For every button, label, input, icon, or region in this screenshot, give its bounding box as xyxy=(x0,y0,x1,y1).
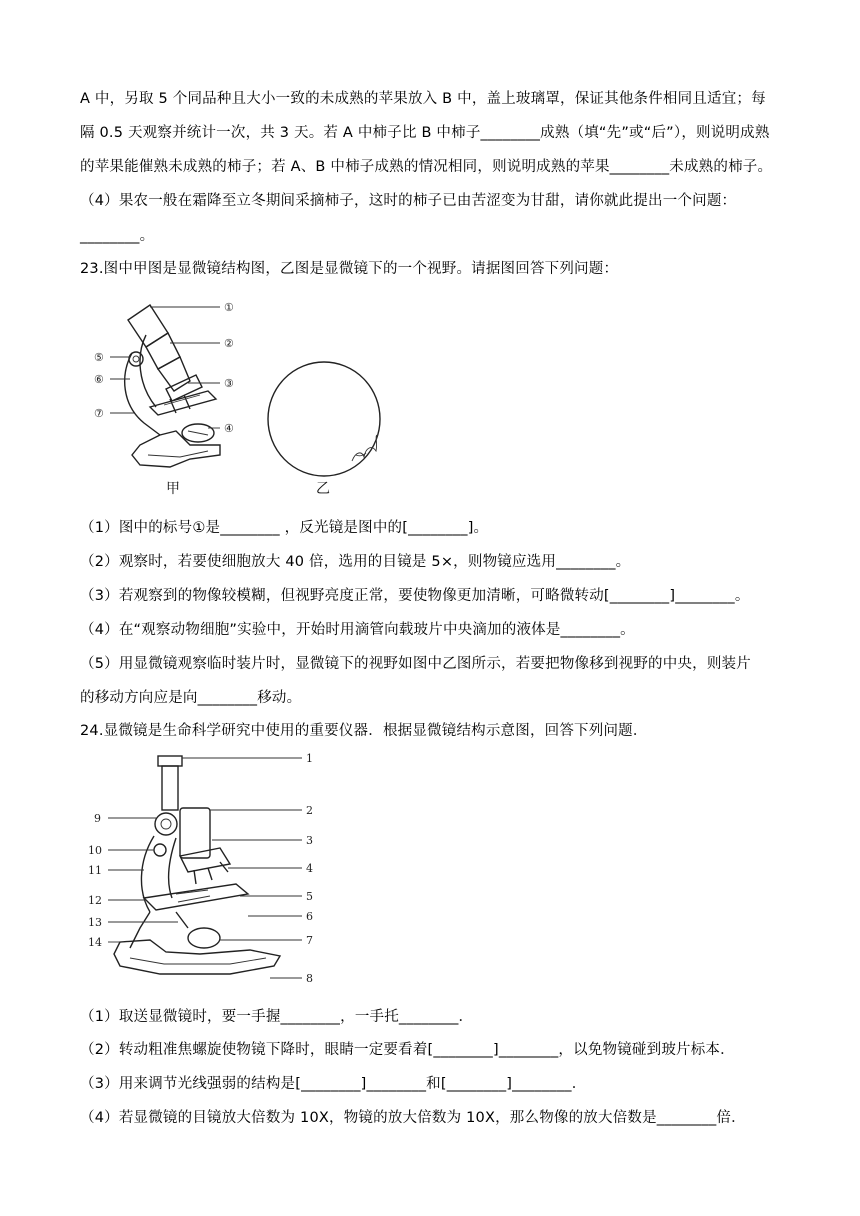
label-9: 9 xyxy=(94,812,101,825)
label-6: ⑥ xyxy=(94,373,104,386)
text-line: A 中，另取 5 个同品种且大小一致的未成熟的苹果放入 B 中，盖上玻璃罩，保证其他条件相同且适宜；每 xyxy=(80,91,766,107)
question-23-heading: 23.图中甲图是显微镜结构图，乙图是显微镜下的一个视野。请据图回答下列问题： xyxy=(80,261,619,277)
answer-blank: ________。 xyxy=(80,228,155,244)
label-2: 2 xyxy=(306,804,313,817)
question-24-3: （3）用来调节光线强弱的结构是[________]________和[________]________． xyxy=(80,1076,587,1092)
label-4: ④ xyxy=(224,422,234,435)
label-13: 13 xyxy=(88,916,102,929)
caption-yi: 乙 xyxy=(316,481,330,497)
label-7: ⑦ xyxy=(94,407,104,420)
label-12: 12 xyxy=(88,894,102,907)
label-5: 5 xyxy=(306,890,313,903)
label-4: 4 xyxy=(306,862,313,875)
label-7: 7 xyxy=(306,934,313,947)
caption-jia: 甲 xyxy=(166,481,180,497)
question-23-4: （4）在“观察动物细胞”实验中，开始时用滴管向载玻片中央滴加的液体是________。 xyxy=(80,622,635,638)
field-of-view-drawing xyxy=(268,362,380,476)
question-24-4: （4）若显微镜的目镜放大倍数为 10X，物镜的放大倍数为 10X，那么物像的放大倍数是________倍． xyxy=(80,1110,746,1126)
question-23-3: （3）若观察到的物像较模糊，但视野亮度正常，要使物像更加清晰，可略微转动[________]________。 xyxy=(80,588,750,604)
question-23-5-cont: 的移动方向应是向________移动。 xyxy=(80,690,302,706)
label-10: 10 xyxy=(88,844,102,857)
microscope-drawing-a xyxy=(125,305,220,467)
question-24-1: （1）取送显微镜时，要一手握________，一手托________． xyxy=(80,1009,474,1025)
text-line: 隔 0.5 天观察并统计一次，共 3 天。若 A 中柿子比 B 中柿子________成熟（填“先”或“后”），则说明成熟 xyxy=(80,125,770,141)
label-5: ⑤ xyxy=(94,351,104,364)
label-11: 11 xyxy=(88,864,102,877)
question-24-heading: 24.显微镜是生命科学研究中使用的重要仪器．根据显微镜结构示意图，回答下列问题． xyxy=(80,723,648,739)
label-1: 1 xyxy=(306,752,313,765)
question-24-2: （2）转动粗准焦螺旋使物镜下降时，眼睛一定要看着[________]________，以免物镜碰到玻片标本． xyxy=(80,1042,735,1058)
figure-microscope-numbered xyxy=(80,752,340,990)
question-23-2: （2）观察时，若要使细胞放大 40 倍，选用的目镜是 5×，则物镜应选用________。 xyxy=(80,554,631,570)
label-1: ① xyxy=(224,301,234,314)
label-3: 3 xyxy=(306,834,313,847)
label-14: 14 xyxy=(88,936,102,949)
label-3: ③ xyxy=(224,377,234,390)
label-2: ② xyxy=(224,337,234,350)
question-23-5: （5）用显微镜观察临时装片时，显微镜下的视野如图中乙图所示，若要把物像移到视野的中央，则装片 xyxy=(80,656,751,672)
question-23-1: （1）图中的标号①是________ ，反光镜是图中的[________]。 xyxy=(80,520,489,536)
label-8: 8 xyxy=(306,972,313,985)
microscope-drawing-b xyxy=(114,756,280,974)
question-4-text: （4）果农一般在霜降至立冬期间采摘柿子，这时的柿子已由苦涩变为甘甜，请你就此提出一个问题： xyxy=(80,193,737,209)
label-6: 6 xyxy=(306,910,313,923)
figure-microscope-and-view xyxy=(80,295,410,500)
text-line: 的苹果能催熟未成熟的柿子；若 A、B 中柿子成熟的情况相同，则说明成熟的苹果________未成熟的柿子。 xyxy=(80,159,773,175)
